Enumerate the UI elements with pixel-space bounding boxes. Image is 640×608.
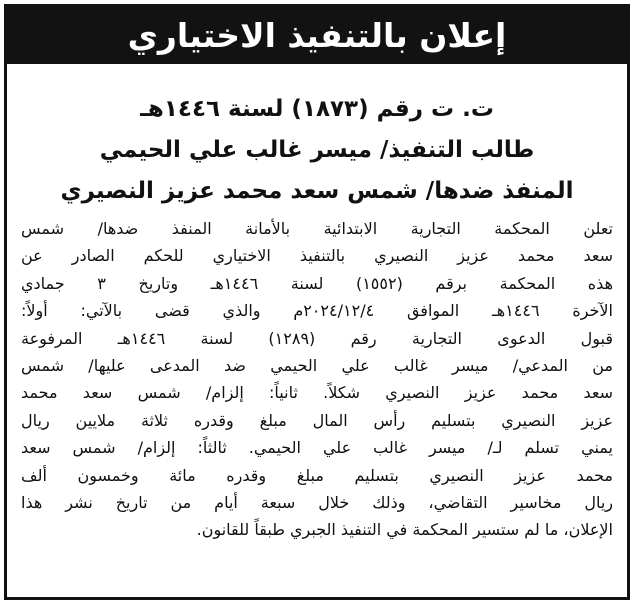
body-line: سعد محمد عزيز النصيري بالتنفيذ الاختياري للحكم الصادر عن (21, 246, 613, 266)
body-line: قبول الدعوى التجارية رقم (١٢٨٩) لسنة ١٤٤٦هـ المرفوعة (21, 328, 613, 348)
body-line: هذه المحكمة برقم (١٥٥٢) لسنة ١٤٤٦هـ وتاريخ ٣ جمادي (21, 273, 613, 293)
body-line: ريال مخاسير التقاضي، وذلك خلال سبعة أيام من تاريخ نشر هذا (21, 492, 613, 512)
body-line: محمد عزيز النصيري بتسليم مبلغ وقدره مائة وخمسون ألف (21, 465, 613, 485)
body-line: عزيز النصيري بتسليم رأس المال مبلغ وقدره ثلاثة ملايين ريال (21, 410, 613, 430)
body-line: سعد محمد عزيز النصيري شكلاً. ثانياً: إلزام/ شمس سعد محمد (21, 383, 613, 403)
notice-frame (4, 4, 630, 600)
body-line: من المدعي/ ميسر غالب علي الحيمي ضد المدعى عليها/ شمس (21, 355, 613, 375)
case-number: ت. ت رقم (١٨٧٣) لسنة ١٤٤٦هـ (140, 96, 494, 122)
respondent-line: المنفذ ضدها/ شمس سعد محمد عزيز النصيري (60, 178, 574, 204)
title-bar (7, 7, 627, 64)
body-line: تعلن المحكمة التجارية الابتدائية بالأمانة المنفذ ضدها/ شمس (21, 219, 613, 238)
body-line: الآخرة ١٤٤٦هـ الموافق ٢٠٢٤/١٢/٤م والذي قضى بالآتي: أولاً: (21, 301, 613, 321)
body-line: الإعلان، ما لم ستسير المحكمة في التنفيذ الجبري طبقاً للقانون. (196, 520, 613, 540)
notice-title: إعلان بالتنفيذ الاختياري (127, 16, 507, 55)
body-line: يمني تسلم لـ/ ميسر غالب علي الحيمي. ثالثاً: إلزام/ شمس سعد (21, 438, 613, 458)
applicant-line: طالب التنفيذ/ ميسر غالب علي الحيمي (99, 137, 535, 163)
notice-body (21, 215, 613, 544)
